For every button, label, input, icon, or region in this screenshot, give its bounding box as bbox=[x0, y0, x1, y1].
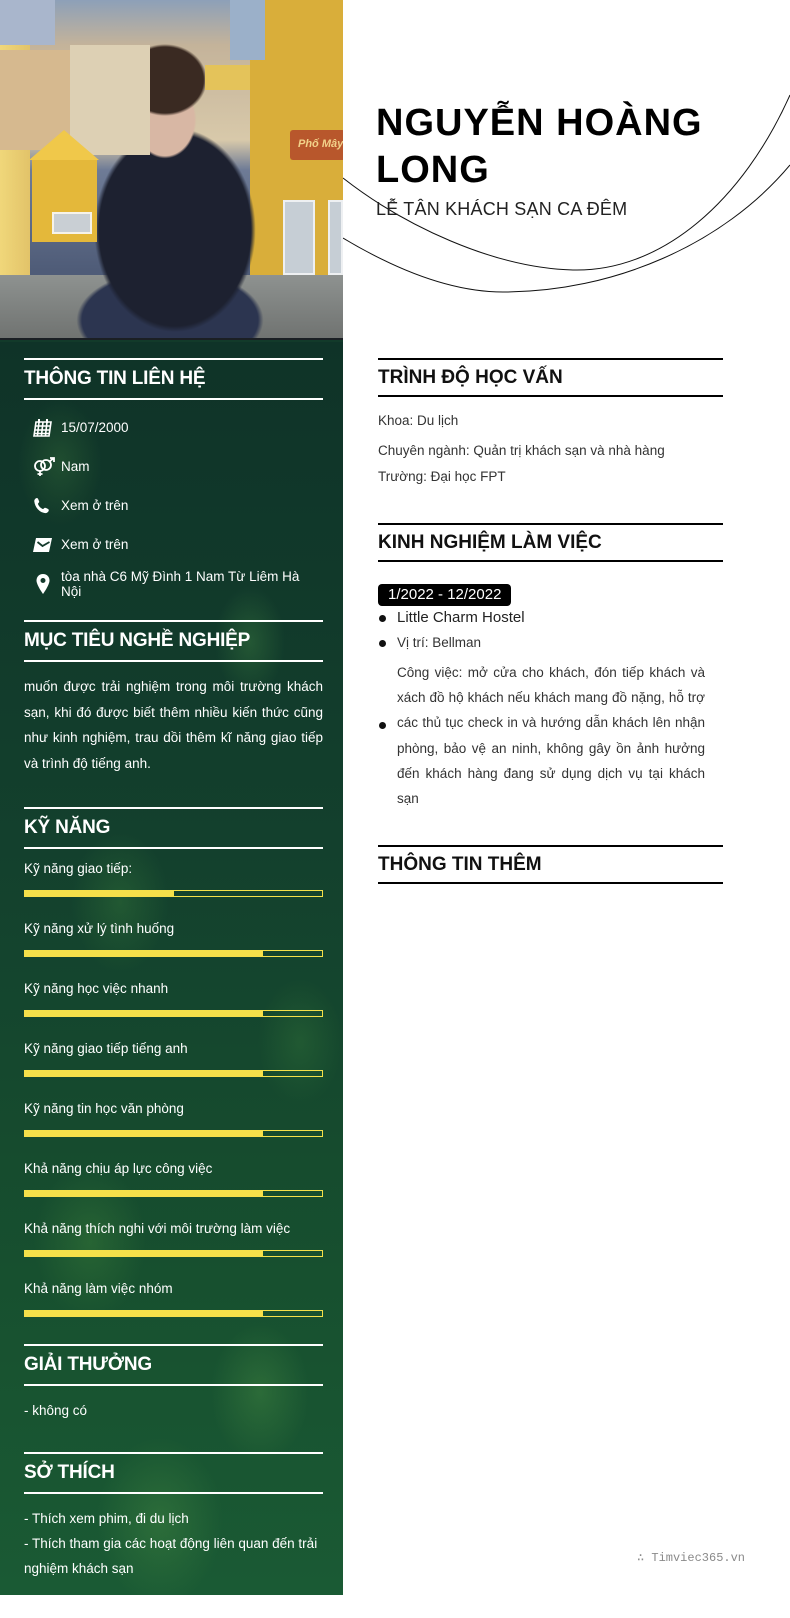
phone-icon bbox=[33, 497, 61, 515]
skill-bar bbox=[24, 1310, 323, 1317]
right-column bbox=[343, 0, 790, 1618]
hobby-item: - Thích xem phim, đi du lịch bbox=[24, 1511, 189, 1526]
experience-company: Little Charm Hostel bbox=[378, 606, 723, 630]
education-school: Trường: Đại học FPT bbox=[378, 469, 506, 484]
photo-building bbox=[205, 65, 250, 90]
profile-photo bbox=[0, 0, 343, 340]
left-column bbox=[0, 0, 343, 1595]
location-icon bbox=[33, 574, 61, 594]
bullet-icon bbox=[379, 722, 386, 729]
photo-window bbox=[283, 200, 315, 275]
skill-bar bbox=[24, 1070, 323, 1077]
skill-item bbox=[24, 1041, 323, 1077]
contact-birthday bbox=[24, 408, 323, 447]
skill-item bbox=[24, 1221, 323, 1257]
skill-label: Kỹ năng giao tiếp tiếng anh bbox=[24, 1041, 188, 1056]
sidebar bbox=[0, 342, 343, 1595]
candidate-name: NGUYỄN HOÀNG LONG bbox=[376, 102, 703, 191]
bullet-icon bbox=[379, 640, 386, 647]
skill-label: Kỹ năng học việc nhanh bbox=[24, 981, 169, 996]
skill-item bbox=[24, 981, 323, 1017]
hobby-item: - Thích tham gia các hoạt động liên quan đến trải nghiệm khách sạn bbox=[24, 1536, 318, 1576]
skill-bar bbox=[24, 1250, 323, 1257]
skill-bar-fill bbox=[25, 891, 174, 896]
skill-bar-fill bbox=[25, 1131, 263, 1136]
skill-bar-fill bbox=[25, 1251, 263, 1256]
skill-bar bbox=[24, 1190, 323, 1197]
hobbies-section bbox=[24, 1452, 323, 1581]
skills-title: KỸ NĂNG bbox=[24, 807, 323, 849]
photo-house bbox=[32, 160, 97, 242]
skill-bar-fill bbox=[25, 1011, 263, 1016]
experience-entry bbox=[378, 584, 723, 811]
skill-label: Khả năng thích nghi với môi trường làm việc bbox=[24, 1221, 291, 1236]
gender-icon bbox=[33, 457, 61, 477]
gender-value: Nam bbox=[61, 459, 90, 474]
contact-address bbox=[24, 564, 323, 603]
experience-title: KINH NGHIỆM LÀM VIỆC bbox=[378, 523, 723, 562]
skill-bar-fill bbox=[25, 1071, 263, 1076]
awards-title: GIẢI THƯỞNG bbox=[24, 1344, 323, 1386]
skills-section bbox=[24, 807, 323, 1317]
contact-email bbox=[24, 525, 323, 564]
skill-item bbox=[24, 1281, 323, 1317]
education-faculty: Khoa: Du lịch bbox=[378, 413, 459, 428]
skill-item bbox=[24, 921, 323, 957]
skill-bar-fill bbox=[25, 951, 263, 956]
education-title: TRÌNH ĐỘ HỌC VẤN bbox=[378, 358, 723, 397]
contact-list bbox=[24, 408, 323, 603]
hobbies-title: SỞ THÍCH bbox=[24, 1452, 323, 1494]
objective-text: muốn được trải nghiệm trong môi trường khách sạn, khi đó được biết thêm nhiều kiến thức cũng như kinh nghiệm, trau dồi thêm kĩ năng giao tiếp và trình độ tiếng anh. bbox=[24, 679, 323, 771]
contact-phone bbox=[24, 486, 323, 525]
contact-title: THÔNG TIN LIÊN HỆ bbox=[24, 358, 323, 400]
skill-label: Khả năng chịu áp lực công việc bbox=[24, 1161, 213, 1176]
photo-sign: Phố Mây bbox=[290, 130, 343, 160]
calendar-icon bbox=[33, 419, 61, 437]
birthday-value: 15/07/2000 bbox=[61, 420, 129, 435]
education-major: Chuyên ngành: Quản trị khách sạn và nhà hàng bbox=[378, 443, 665, 458]
experience-description: Công việc: mở cửa cho khách, đón tiếp khách và xách đồ hộ khách nếu khách mang đồ nặng, hỗ trợ các thủ tục check in và hướng dẫn khách lên nhận phòng, bảo vệ an ninh, không gây ồn ảnh hưởng đến khách hàng đang sử dụng dịch vụ tại khách sạn bbox=[378, 656, 723, 811]
contact-gender bbox=[24, 447, 323, 486]
objective-section bbox=[24, 620, 323, 776]
education-section bbox=[378, 358, 723, 487]
skill-bar bbox=[24, 890, 323, 897]
objective-title: MỤC TIÊU NGHỀ NGHIỆP bbox=[24, 620, 323, 662]
skill-bar-fill bbox=[25, 1311, 263, 1316]
photo-window bbox=[328, 200, 343, 275]
skill-bar bbox=[24, 1130, 323, 1137]
skill-bar bbox=[24, 950, 323, 957]
skill-label: Kỹ năng giao tiếp: bbox=[24, 861, 133, 876]
photo-window bbox=[52, 212, 92, 234]
skill-bar bbox=[24, 1010, 323, 1017]
experience-period-badge: 1/2022 - 12/2022 bbox=[378, 584, 511, 606]
skill-item bbox=[24, 861, 323, 897]
bullet-icon bbox=[379, 615, 386, 622]
address-value: tòa nhà C6 Mỹ Đình 1 Nam Từ Liêm Hà Nội bbox=[60, 568, 300, 599]
skill-label: Kỹ năng xử lý tình huống bbox=[24, 921, 175, 936]
email-icon bbox=[33, 537, 61, 553]
skill-item bbox=[24, 1161, 323, 1197]
phone-value: Xem ở trên bbox=[61, 498, 129, 513]
additional-section bbox=[378, 845, 723, 884]
experience-section bbox=[378, 523, 723, 811]
additional-title: THÔNG TIN THÊM bbox=[378, 845, 723, 884]
watermark: ∴ Timviec365.vn bbox=[636, 1551, 745, 1565]
skill-bar-fill bbox=[25, 1191, 263, 1196]
experience-details bbox=[378, 606, 723, 811]
photo-building bbox=[230, 0, 265, 60]
hobbies-list bbox=[24, 1506, 323, 1581]
photo-building bbox=[0, 0, 55, 45]
skill-label: Khả năng làm việc nhóm bbox=[24, 1281, 173, 1296]
email-value: Xem ở trên bbox=[61, 537, 129, 552]
awards-text: - không có bbox=[24, 1403, 88, 1418]
skill-item bbox=[24, 1101, 323, 1137]
awards-section bbox=[24, 1344, 323, 1423]
job-title: LỄ TÂN KHÁCH SẠN CA ĐÊM bbox=[376, 199, 628, 219]
experience-position: Vị trí: Bellman bbox=[378, 630, 723, 656]
skill-label: Kỹ năng tin học văn phòng bbox=[24, 1101, 184, 1116]
contact-section bbox=[24, 358, 323, 603]
